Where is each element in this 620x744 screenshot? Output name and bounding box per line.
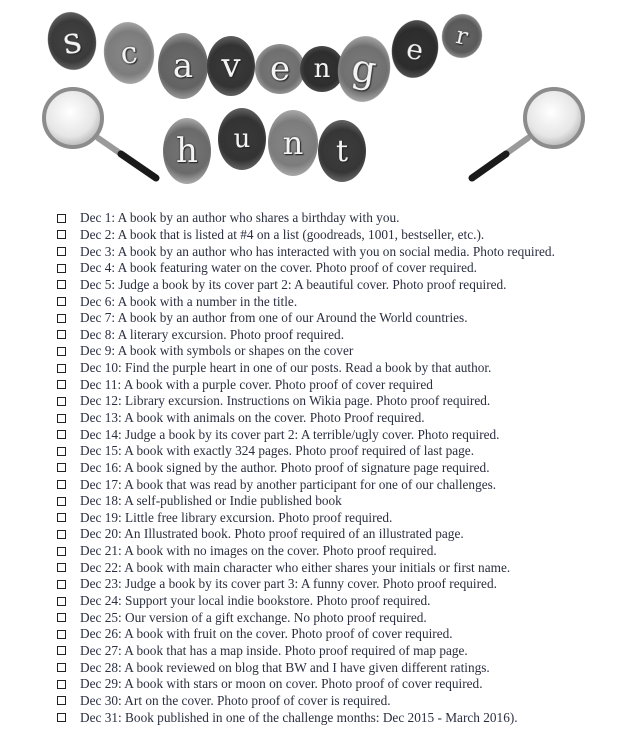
- checkbox[interactable]: [57, 230, 66, 239]
- magnifying-glass-icon: [462, 86, 592, 186]
- magnifying-glass-icon: [36, 86, 166, 186]
- challenge-checklist: [57, 210, 555, 726]
- checkbox[interactable]: [57, 680, 66, 689]
- checklist-item: [57, 526, 555, 543]
- item-label: Dec 1: A book by an author who shares a birthday with you.: [80, 210, 400, 226]
- checklist-item: [57, 426, 555, 443]
- checkbox[interactable]: [57, 430, 66, 439]
- checklist-item: [57, 227, 555, 244]
- checkbox[interactable]: [57, 530, 66, 539]
- item-label: Dec 5: Judge a book by its cover part 2: A beautiful cover. Photo proof required.: [80, 276, 507, 292]
- item-label: Dec 8: A literary excursion. Photo proof required.: [80, 326, 345, 342]
- item-label: Dec 4: A book featuring water on the cover. Photo proof of cover required.: [80, 260, 477, 276]
- item-label: Dec 20: An Illustrated book. Photo proof required of an illustrated page.: [80, 526, 464, 542]
- checklist-item: [57, 693, 555, 710]
- checklist-item: [57, 593, 555, 610]
- checkbox[interactable]: [57, 597, 66, 606]
- item-label: Dec 26: A book with fruit on the cover. Photo proof of cover required.: [80, 626, 453, 642]
- checkbox[interactable]: [57, 580, 66, 589]
- fingerprint-letter: t: [318, 120, 366, 182]
- checkbox[interactable]: [57, 563, 66, 572]
- checkbox[interactable]: [57, 347, 66, 356]
- checklist-item: [57, 543, 555, 560]
- fingerprint-letter: e: [387, 16, 442, 81]
- checkbox[interactable]: [57, 696, 66, 705]
- item-label: Dec 23: Judge a book by its cover part 3: A funny cover. Photo proof required.: [80, 576, 497, 592]
- item-label: Dec 24: Support your local indie bookstore. Photo proof required.: [80, 593, 431, 609]
- fingerprint-letter: n: [268, 110, 318, 176]
- checkbox[interactable]: [57, 513, 66, 522]
- checklist-item: [57, 293, 555, 310]
- item-label: Dec 30: Art on the cover. Photo proof of cover is required.: [80, 692, 391, 708]
- item-label: Dec 6: A book with a number in the title.: [80, 293, 298, 309]
- checkbox[interactable]: [57, 397, 66, 406]
- item-label: Dec 18: A self-published or Indie published book: [80, 493, 342, 509]
- checkbox[interactable]: [57, 380, 66, 389]
- checkbox[interactable]: [57, 480, 66, 489]
- item-label: Dec 25: Our version of a gift exchange. No photo proof required.: [80, 609, 427, 625]
- item-label: Dec 10: Find the purple heart in one of our posts. Read a book by that author.: [80, 360, 492, 376]
- checklist-item: [57, 626, 555, 643]
- item-label: Dec 21: A book with no images on the cover. Photo proof required.: [80, 543, 437, 559]
- checklist-item: [57, 460, 555, 477]
- fingerprint-letter: n: [300, 46, 344, 92]
- item-label: Dec 11: A book with a purple cover. Photo proof of cover required: [80, 376, 433, 392]
- scavenger-hunt-banner: [0, 0, 620, 205]
- item-label: Dec 16: A book signed by the author. Photo proof of signature page required.: [80, 459, 490, 475]
- checklist-item: [57, 510, 555, 527]
- checkbox[interactable]: [57, 414, 66, 423]
- checklist-item: [57, 410, 555, 427]
- fingerprint-letter: v: [207, 36, 255, 96]
- fingerprint-letter: a: [158, 33, 208, 99]
- checkbox[interactable]: [57, 713, 66, 722]
- checkbox[interactable]: [57, 364, 66, 373]
- checklist-item: [57, 260, 555, 277]
- checkbox[interactable]: [57, 447, 66, 456]
- checkbox[interactable]: [57, 497, 66, 506]
- checklist-item: [57, 559, 555, 576]
- checklist-item: [57, 360, 555, 377]
- item-label: Dec 22: A book with main character who either shares your initials or first name.: [80, 559, 511, 575]
- fingerprint-letter: r: [438, 10, 486, 61]
- checkbox[interactable]: [57, 463, 66, 472]
- checkbox[interactable]: [57, 314, 66, 323]
- fingerprint-letter: u: [218, 108, 266, 170]
- fingerprint-letter: c: [101, 20, 157, 87]
- fingerprint-letter: h: [163, 118, 211, 184]
- checklist-item: [57, 476, 555, 493]
- checkbox[interactable]: [57, 297, 66, 306]
- checklist-item: [57, 643, 555, 660]
- checklist-item: [57, 393, 555, 410]
- item-label: Dec 7: A book by an author from one of our Around the World countries.: [80, 310, 468, 326]
- item-label: Dec 17: A book that was read by another participant for one of our challenges.: [80, 476, 497, 492]
- checkbox[interactable]: [57, 330, 66, 339]
- checklist-item: [57, 343, 555, 360]
- item-label: Dec 29: A book with stars or moon on cover. Photo proof of cover required.: [80, 676, 483, 692]
- checklist-item: [57, 659, 555, 676]
- checklist-item: [57, 609, 555, 626]
- checklist-item: [57, 376, 555, 393]
- checklist-item: [57, 709, 555, 726]
- checkbox[interactable]: [57, 613, 66, 622]
- item-label: Dec 15: A book with exactly 324 pages. Photo proof required of last page.: [80, 443, 475, 459]
- checkbox[interactable]: [57, 547, 66, 556]
- checkbox[interactable]: [57, 264, 66, 273]
- checklist-item: [57, 493, 555, 510]
- checklist-item: [57, 210, 555, 227]
- item-label: Dec 2: A book that is listed at #4 on a list (goodreads, 1001, bestseller, etc.).: [80, 226, 485, 242]
- item-label: Dec 9: A book with symbols or shapes on the cover: [80, 343, 354, 359]
- checkbox[interactable]: [57, 247, 66, 256]
- checkbox[interactable]: [57, 646, 66, 655]
- checklist-item: [57, 310, 555, 327]
- checklist-item: [57, 576, 555, 593]
- checkbox[interactable]: [57, 630, 66, 639]
- item-label: Dec 28: A book reviewed on blog that BW and I have given different ratings.: [80, 659, 490, 675]
- item-label: Dec 14: Judge a book by its cover part 2: A terrible/ugly cover. Photo required.: [80, 426, 500, 442]
- checkbox[interactable]: [57, 214, 66, 223]
- item-label: Dec 3: A book by an author who has interacted with you on social media. Photo required.: [80, 243, 555, 259]
- checkbox[interactable]: [57, 663, 66, 672]
- item-label: Dec 13: A book with animals on the cover. Photo Proof required.: [80, 410, 425, 425]
- item-label: Dec 27: A book that has a map inside. Photo proof required of map page.: [80, 642, 468, 658]
- checklist-item: [57, 326, 555, 343]
- fingerprint-letter: g: [334, 33, 395, 106]
- item-label: Dec 12: Library excursion. Instructions on Wikia page. Photo proof required.: [80, 393, 491, 409]
- checklist-item: [57, 443, 555, 460]
- fingerprint-letter: s: [43, 8, 100, 73]
- checklist-item: [57, 676, 555, 693]
- checklist-item: [57, 277, 555, 294]
- fingerprint-letter: e: [255, 44, 305, 94]
- checklist-item: [57, 243, 555, 260]
- checkbox[interactable]: [57, 280, 66, 289]
- item-label: Dec 31: Book published in one of the challenge months: Dec 2015 - March 2016).: [80, 709, 518, 725]
- item-label: Dec 19: Little free library excursion. Photo proof required.: [80, 509, 393, 525]
